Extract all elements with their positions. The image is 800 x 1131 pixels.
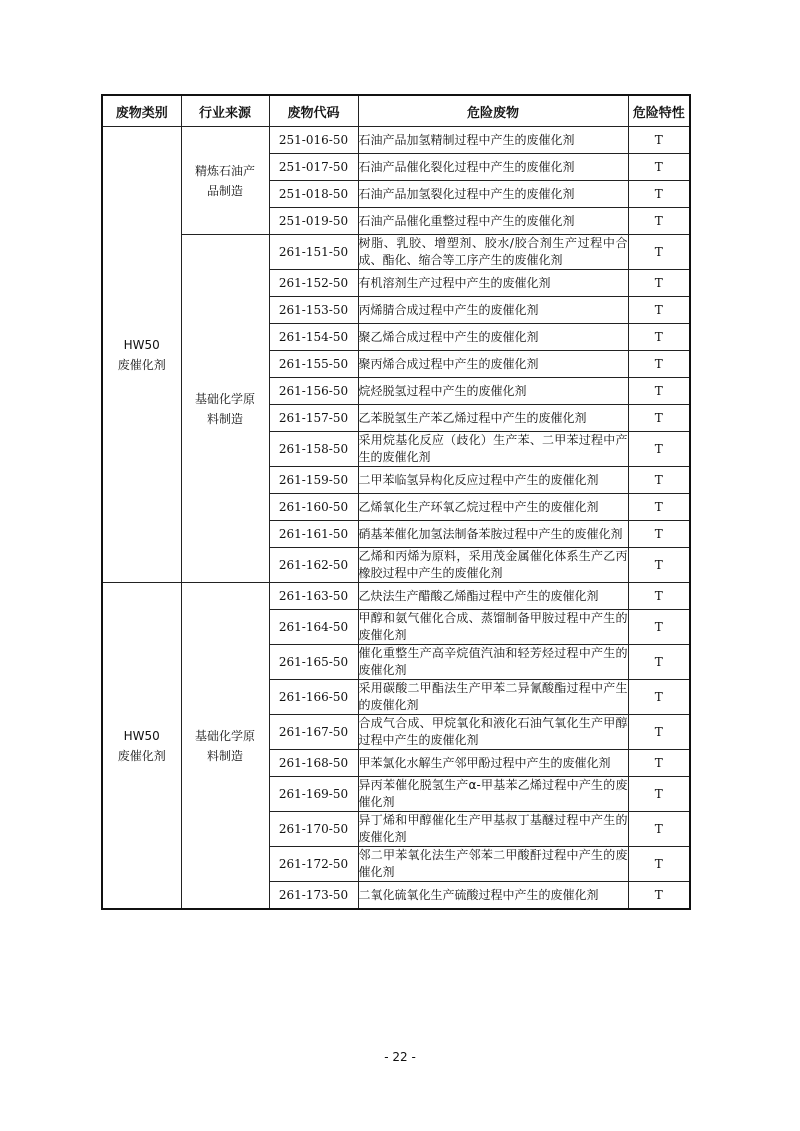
waste-code-cell: 261-154-50 xyxy=(269,324,358,351)
hazardous-waste-cell: 采用烷基化反应（歧化）生产苯、二甲苯过程中产生的废催化剂 xyxy=(358,432,628,467)
hazardous-waste-cell: 乙烯和丙烯为原料，采用茂金属催化体系生产乙丙橡胶过程中产生的废催化剂 xyxy=(358,548,628,583)
hazard-characteristic-cell: T xyxy=(628,548,690,583)
waste-code-cell: 251-016-50 xyxy=(269,127,358,154)
waste-code-cell: 261-157-50 xyxy=(269,405,358,432)
waste-code-cell: 261-159-50 xyxy=(269,467,358,494)
waste-code-cell: 261-152-50 xyxy=(269,270,358,297)
page-number: - 22 - xyxy=(384,1050,416,1064)
hazardous-waste-cell: 二甲苯临氢异构化反应过程中产生的废催化剂 xyxy=(358,467,628,494)
hazard-characteristic-cell: T xyxy=(628,494,690,521)
waste-code-cell: 261-158-50 xyxy=(269,432,358,467)
waste-code-cell: 261-168-50 xyxy=(269,750,358,777)
header-hazardous-waste: 危险废物 xyxy=(358,95,628,127)
hazardous-waste-cell: 石油产品催化裂化过程中产生的废催化剂 xyxy=(358,154,628,181)
hazardous-waste-cell: 邻二甲苯氧化法生产邻苯二甲酸酐过程中产生的废催化剂 xyxy=(358,847,628,882)
waste-code-cell: 261-155-50 xyxy=(269,351,358,378)
hazardous-waste-cell: 石油产品加氢裂化过程中产生的废催化剂 xyxy=(358,181,628,208)
hazardous-waste-cell: 树脂、乳胶、增塑剂、胶水/胶合剂生产过程中合成、酯化、缩合等工序产生的废催化剂 xyxy=(358,235,628,270)
hazard-characteristic-cell: T xyxy=(628,378,690,405)
waste-code-cell: 261-172-50 xyxy=(269,847,358,882)
waste-category-cell: HW50 废催化剂 xyxy=(102,127,181,583)
header-waste-code: 废物代码 xyxy=(269,95,358,127)
waste-code-cell: 251-019-50 xyxy=(269,208,358,235)
table-row xyxy=(102,127,690,154)
hazard-characteristic-cell: T xyxy=(628,127,690,154)
hazardous-waste-cell: 烷烃脱氢过程中产生的废催化剂 xyxy=(358,378,628,405)
hazard-characteristic-cell: T xyxy=(628,270,690,297)
hazardous-waste-cell: 聚丙烯合成过程中产生的废催化剂 xyxy=(358,351,628,378)
hazardous-waste-cell: 乙炔法生产醋酸乙烯酯过程中产生的废催化剂 xyxy=(358,583,628,610)
hazard-characteristic-cell: T xyxy=(628,715,690,750)
hazard-characteristic-cell: T xyxy=(628,882,690,910)
hazardous-waste-cell: 甲醇和氨气催化合成、蒸馏制备甲胺过程中产生的废催化剂 xyxy=(358,610,628,645)
waste-code-cell: 261-162-50 xyxy=(269,548,358,583)
hazardous-waste-cell: 硝基苯催化加氢法制备苯胺过程中产生的废催化剂 xyxy=(358,521,628,548)
hazardous-waste-cell: 有机溶剂生产过程中产生的废催化剂 xyxy=(358,270,628,297)
hazard-characteristic-cell: T xyxy=(628,812,690,847)
hazardous-waste-cell: 石油产品催化重整过程中产生的废催化剂 xyxy=(358,208,628,235)
waste-code-cell: 261-160-50 xyxy=(269,494,358,521)
waste-code-cell: 261-166-50 xyxy=(269,680,358,715)
waste-code-cell: 261-170-50 xyxy=(269,812,358,847)
hazard-characteristic-cell: T xyxy=(628,351,690,378)
hazardous-waste-cell: 二氧化硫氧化生产硫酸过程中产生的废催化剂 xyxy=(358,882,628,910)
hazardous-waste-cell: 丙烯腈合成过程中产生的废催化剂 xyxy=(358,297,628,324)
waste-code-cell: 261-156-50 xyxy=(269,378,358,405)
hazardous-waste-table xyxy=(101,94,691,910)
hazard-characteristic-cell: T xyxy=(628,297,690,324)
hazard-characteristic-cell: T xyxy=(628,208,690,235)
waste-code-cell: 261-164-50 xyxy=(269,610,358,645)
waste-category-cell: HW50 废催化剂 xyxy=(102,583,181,910)
waste-code-cell: 261-163-50 xyxy=(269,583,358,610)
industry-source-cell: 基础化学原 料制造 xyxy=(181,583,269,910)
industry-source-cell: 精炼石油产 品制造 xyxy=(181,127,269,235)
hazard-characteristic-cell: T xyxy=(628,777,690,812)
hazard-characteristic-cell: T xyxy=(628,750,690,777)
table-header-row xyxy=(102,95,690,127)
hazard-characteristic-cell: T xyxy=(628,405,690,432)
hazard-characteristic-cell: T xyxy=(628,521,690,548)
hazardous-waste-cell: 乙苯脱氢生产苯乙烯过程中产生的废催化剂 xyxy=(358,405,628,432)
hazardous-waste-cell: 甲苯氯化水解生产邻甲酚过程中产生的废催化剂 xyxy=(358,750,628,777)
waste-code-cell: 261-165-50 xyxy=(269,645,358,680)
hazardous-waste-cell: 聚乙烯合成过程中产生的废催化剂 xyxy=(358,324,628,351)
hazardous-waste-cell: 异丁烯和甲醇催化生产甲基叔丁基醚过程中产生的废催化剂 xyxy=(358,812,628,847)
header-industry-source: 行业来源 xyxy=(181,95,269,127)
table-row xyxy=(102,235,690,270)
table-body xyxy=(102,127,690,910)
hazard-characteristic-cell: T xyxy=(628,324,690,351)
hazard-characteristic-cell: T xyxy=(628,610,690,645)
hazard-characteristic-cell: T xyxy=(628,154,690,181)
hazard-characteristic-cell: T xyxy=(628,235,690,270)
hazardous-waste-cell: 石油产品加氢精制过程中产生的废催化剂 xyxy=(358,127,628,154)
hazard-characteristic-cell: T xyxy=(628,847,690,882)
hazard-characteristic-cell: T xyxy=(628,467,690,494)
hazardous-waste-cell: 乙烯氧化生产环氧乙烷过程中产生的废催化剂 xyxy=(358,494,628,521)
hazardous-waste-cell: 催化重整生产高辛烷值汽油和轻芳烃过程中产生的废催化剂 xyxy=(358,645,628,680)
waste-code-cell: 261-153-50 xyxy=(269,297,358,324)
header-waste-category: 废物类别 xyxy=(102,95,181,127)
hazardous-waste-cell: 异丙苯催化脱氢生产α-甲基苯乙烯过程中产生的废催化剂 xyxy=(358,777,628,812)
waste-code-cell: 261-167-50 xyxy=(269,715,358,750)
waste-code-cell: 261-173-50 xyxy=(269,882,358,910)
waste-code-cell: 251-018-50 xyxy=(269,181,358,208)
table-row xyxy=(102,583,690,610)
hazard-characteristic-cell: T xyxy=(628,645,690,680)
hazard-characteristic-cell: T xyxy=(628,680,690,715)
hazardous-waste-cell: 采用碳酸二甲酯法生产甲苯二异氰酸酯过程中产生的废催化剂 xyxy=(358,680,628,715)
waste-code-cell: 251-017-50 xyxy=(269,154,358,181)
hazard-characteristic-cell: T xyxy=(628,583,690,610)
waste-code-cell: 261-151-50 xyxy=(269,235,358,270)
hazard-characteristic-cell: T xyxy=(628,181,690,208)
industry-source-cell: 基础化学原 料制造 xyxy=(181,235,269,583)
waste-code-cell: 261-169-50 xyxy=(269,777,358,812)
hazardous-waste-cell: 合成气合成、甲烷氧化和液化石油气氧化生产甲醇过程中产生的废催化剂 xyxy=(358,715,628,750)
header-hazard-characteristic: 危险特性 xyxy=(628,95,690,127)
waste-code-cell: 261-161-50 xyxy=(269,521,358,548)
hazard-characteristic-cell: T xyxy=(628,432,690,467)
